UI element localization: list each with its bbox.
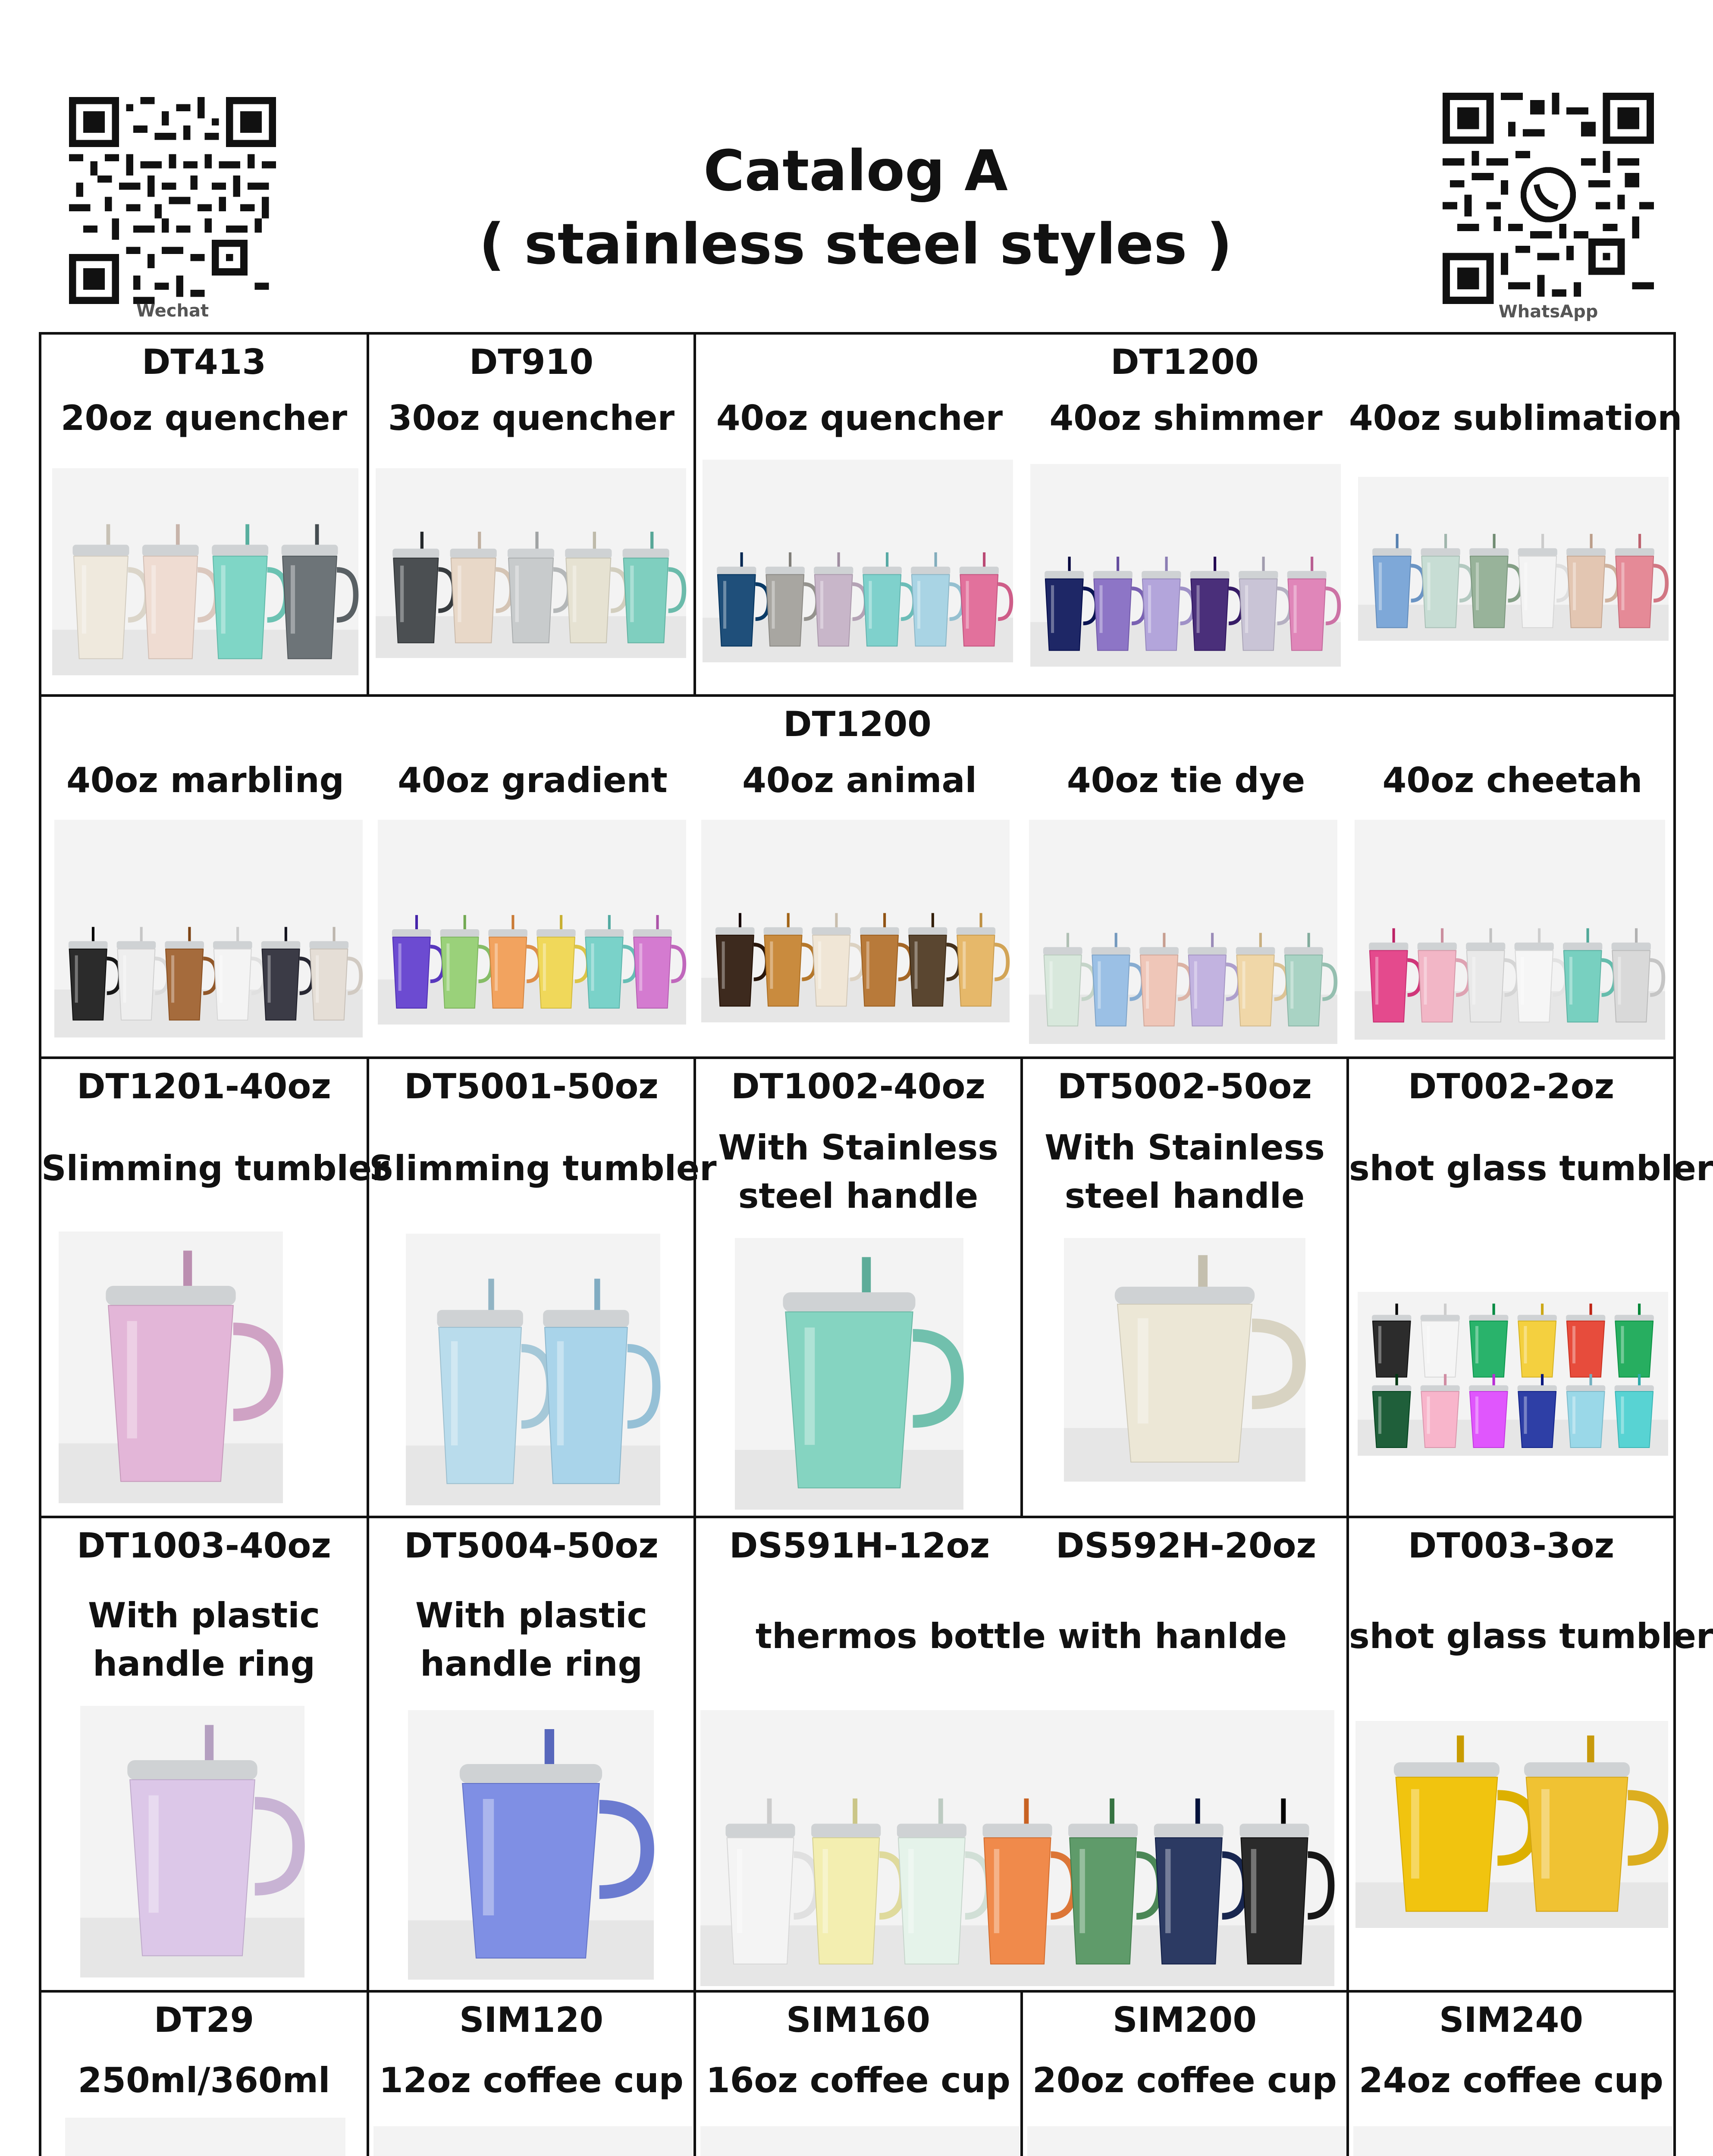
product-variant-name: 40oz quencher (716, 398, 1003, 438)
product-cell-dt1200[interactable] (695, 333, 1682, 696)
product-code: DS591H-12oz (729, 1526, 990, 1566)
wechat-label: Wechat (136, 301, 209, 321)
product-photo (1355, 820, 1665, 1040)
product-code: DS592H-20oz (1055, 1526, 1317, 1566)
product-cell-dt1003[interactable] (40, 1517, 368, 1991)
product-illustration (1358, 1292, 1668, 1456)
table-row (40, 1517, 1675, 1991)
product-code: DT1002-40oz (731, 1066, 985, 1106)
product-name-line: handle ring (93, 1644, 315, 1684)
catalog-title: Catalog A (703, 138, 1008, 204)
product-code: DT1003-40oz (77, 1526, 331, 1566)
product-variant-name: 40oz animal (742, 760, 977, 800)
product-photo (65, 2118, 345, 2156)
catalog-subtitle: ( stainless steel styles ) (479, 211, 1233, 277)
product-illustration (54, 820, 363, 1037)
product-variant-name: 40oz marbling (66, 760, 344, 800)
product-cell-sim240[interactable] (1348, 1991, 1675, 2156)
product-illustration (700, 1710, 1334, 1986)
wechat-qr-code[interactable] (63, 97, 282, 304)
product-illustration (1358, 477, 1669, 641)
product-name-line: steel handle (1064, 1176, 1305, 1216)
product-illustration (1064, 1238, 1305, 1482)
product-code: SIM240 (1439, 2000, 1583, 2040)
product-variant-name: 40oz gradient (398, 760, 668, 800)
product-illustration (376, 468, 686, 658)
product-variant-name: 40oz sublimation (1349, 398, 1682, 438)
product-cell-dt5004[interactable] (368, 1517, 695, 1991)
product-photo (406, 1234, 660, 1505)
product-photo (52, 468, 358, 675)
product-illustration (1355, 820, 1665, 1040)
product-name: shot glass tumbler (1349, 1616, 1713, 1656)
product-illustration (52, 468, 358, 675)
product-photo (378, 820, 686, 1025)
product-photo (700, 2126, 1020, 2156)
product-cell-dt1002[interactable] (695, 1058, 1022, 1517)
product-code: SIM120 (459, 2000, 603, 2040)
product-code: SIM160 (786, 2000, 930, 2040)
product-cell-dt1201[interactable] (40, 1058, 389, 1517)
product-cell-dt910[interactable] (368, 333, 695, 696)
row-header-code: DT1200 (783, 704, 932, 744)
product-cell-dt003[interactable] (1348, 1517, 1713, 1991)
product-illustration (1029, 820, 1337, 1044)
product-illustration (1355, 1721, 1668, 1928)
product-photo (54, 820, 363, 1037)
product-photo (1030, 464, 1341, 667)
product-name: 20oz quencher (60, 398, 348, 438)
product-photo (408, 1710, 654, 1980)
product-cell-ds591h-ds592h[interactable] (695, 1517, 1348, 1991)
product-name-line: steel handle (738, 1176, 979, 1216)
product-code: DT003-3oz (1408, 1526, 1615, 1566)
product-variant-name: 40oz tie dye (1067, 760, 1305, 800)
product-cell-sim120[interactable] (368, 1991, 695, 2156)
whatsapp-label: WhatsApp (1498, 302, 1598, 322)
table-row (40, 1058, 1675, 1517)
product-name: 24oz coffee cup (1359, 2060, 1663, 2100)
product-illustration (1030, 464, 1341, 667)
product-illustration (373, 2126, 693, 2156)
product-code: DT5004-50oz (404, 1526, 659, 1566)
product-illustration (1353, 2126, 1672, 2156)
product-name-line: With Stainless (1045, 1128, 1325, 1168)
product-photo (1029, 820, 1337, 1044)
product-cell-sim160[interactable] (695, 1991, 1022, 2156)
product-photo (703, 460, 1013, 662)
product-cell-dt5002[interactable] (1022, 1058, 1348, 1517)
product-cell-dt002[interactable] (1348, 1058, 1713, 1517)
product-name: 16oz coffee cup (706, 2060, 1010, 2100)
table-row (40, 333, 1675, 696)
product-photo (59, 1232, 283, 1503)
product-code: DT5001-50oz (404, 1066, 659, 1106)
product-name: Slimming tumbler (369, 1148, 717, 1188)
product-photo (1355, 1721, 1668, 1928)
product-name: 12oz coffee cup (379, 2060, 684, 2100)
product-photo (700, 1710, 1334, 1986)
product-cell-sim200[interactable] (1022, 1991, 1348, 2156)
product-name: shot glass tumbler (1349, 1148, 1713, 1188)
product-variant-name: 40oz cheetah (1382, 760, 1643, 800)
product-illustration (1027, 2126, 1346, 2156)
product-code: DT413 (142, 342, 266, 382)
product-photo (1027, 2126, 1346, 2156)
product-illustration (735, 1238, 963, 1510)
catalog-table (39, 332, 1713, 2156)
product-cell-dt29[interactable] (40, 1991, 368, 2156)
product-illustration (701, 820, 1010, 1022)
product-cell-dt5001[interactable] (368, 1058, 717, 1517)
product-photo (735, 1238, 963, 1510)
product-illustration (406, 1234, 660, 1505)
product-name: 30oz quencher (388, 398, 675, 438)
table-row (40, 1991, 1675, 2156)
product-code: DT1200 (1111, 342, 1259, 382)
product-name: 20oz coffee cup (1032, 2060, 1337, 2100)
product-code: DT1201-40oz (77, 1066, 331, 1106)
product-photo (80, 1706, 304, 1977)
product-code: DT910 (469, 342, 593, 382)
product-code: DT002-2oz (1408, 1066, 1615, 1106)
product-name: Slimming tumbler (41, 1148, 389, 1188)
product-code: DT29 (154, 2000, 254, 2040)
product-photo (1358, 477, 1669, 641)
product-illustration (65, 2118, 345, 2156)
product-name: thermos bottle with hanlde (755, 1616, 1287, 1656)
product-code: SIM200 (1113, 2000, 1257, 2040)
product-cell-dt1200-patterns[interactable] (40, 696, 1675, 1058)
product-illustration (59, 1232, 283, 1503)
product-illustration (378, 820, 686, 1025)
product-illustration (408, 1710, 654, 1980)
product-photo (1358, 1292, 1668, 1456)
product-illustration (703, 460, 1013, 662)
product-name-line: With Stainless (718, 1128, 998, 1168)
product-code: DT5002-50oz (1057, 1066, 1312, 1106)
product-name-line: With plastic (415, 1595, 648, 1636)
product-variant-name: 40oz shimmer (1049, 398, 1323, 438)
table-row (40, 696, 1675, 1058)
product-photo (1064, 1238, 1305, 1482)
product-photo (373, 2126, 693, 2156)
product-cell-dt413[interactable] (40, 333, 368, 696)
product-photo (1353, 2126, 1672, 2156)
product-photo (701, 820, 1010, 1022)
product-name-line: With plastic (88, 1595, 320, 1636)
product-name-line: handle ring (420, 1644, 643, 1684)
product-illustration (80, 1706, 304, 1977)
product-illustration (700, 2126, 1020, 2156)
whatsapp-qr-code[interactable] (1436, 93, 1660, 304)
product-name: 250ml/360ml (78, 2060, 330, 2100)
product-photo (376, 468, 686, 658)
